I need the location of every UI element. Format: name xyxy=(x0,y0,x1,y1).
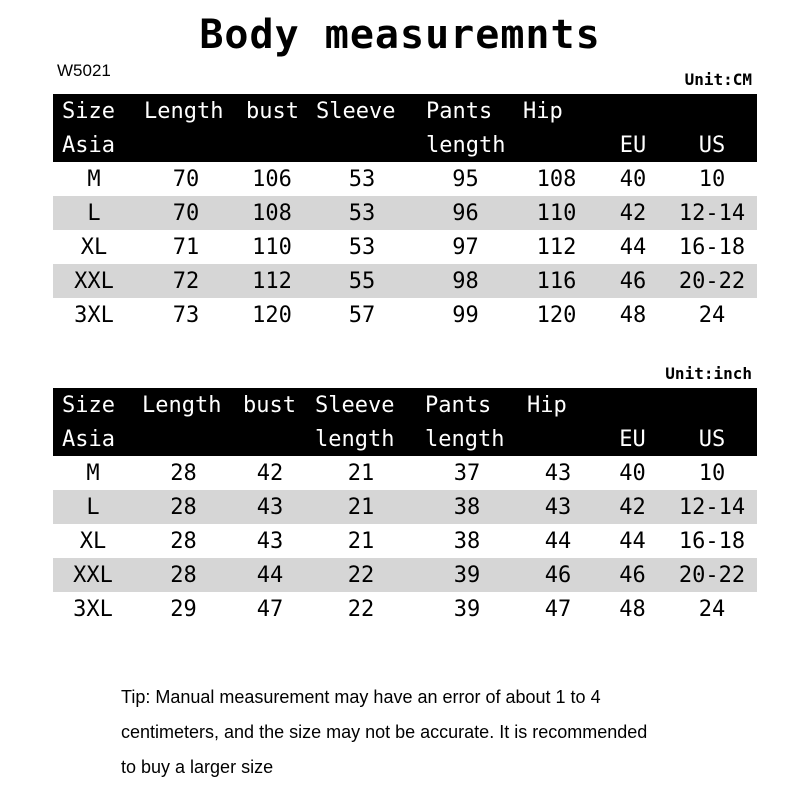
table-cell: L xyxy=(86,494,100,520)
header-cell xyxy=(133,422,234,456)
table-cell: 108 xyxy=(252,200,292,226)
table-cell: 72 xyxy=(172,268,200,294)
table-cell: 42 xyxy=(256,460,284,486)
header-cell: bust xyxy=(243,392,296,418)
measurement-tip xyxy=(121,680,741,785)
table-cell: XXL xyxy=(73,562,113,588)
header-cell xyxy=(599,94,667,128)
table-cell: 48 xyxy=(619,596,646,622)
table-row xyxy=(53,264,757,298)
unit-label-inch: Unit:inch xyxy=(665,364,752,383)
table-cell: 21 xyxy=(347,528,375,554)
header-cell: length xyxy=(425,426,505,452)
table-cell: 10 xyxy=(698,460,726,486)
table-cell: 110 xyxy=(536,200,577,226)
table-cell: L xyxy=(87,200,101,226)
table-cell: 40 xyxy=(619,166,647,192)
table-cell: 71 xyxy=(172,234,200,260)
table-row xyxy=(53,524,757,558)
header-cell xyxy=(598,388,667,422)
table-cell: 112 xyxy=(252,268,292,294)
header-cell: Length xyxy=(144,98,224,124)
table-row xyxy=(53,558,757,592)
table-cell: 39 xyxy=(453,562,481,588)
product-code: W5021 xyxy=(57,61,111,80)
table-cell: 10 xyxy=(698,166,726,192)
table-row xyxy=(53,230,757,264)
table-cell: 28 xyxy=(170,528,197,554)
table-cell: 112 xyxy=(536,234,577,260)
header-cell: Asia xyxy=(62,132,115,158)
table-cell: 116 xyxy=(536,268,577,294)
tip-line: to buy a larger size xyxy=(121,757,274,777)
header-cell: US xyxy=(698,132,726,158)
table-cell: 46 xyxy=(619,268,647,294)
table-cell: M xyxy=(87,166,101,192)
header-cell: length xyxy=(315,426,395,452)
table-row xyxy=(53,490,757,524)
table-cell: 44 xyxy=(544,528,572,554)
table-cell: 24 xyxy=(698,302,726,328)
header-cell: length xyxy=(426,132,506,158)
table-cell: 28 xyxy=(170,562,197,588)
table-cell: 37 xyxy=(453,460,481,486)
table-cell: XXL xyxy=(74,268,114,294)
header-cell: Asia xyxy=(62,426,115,452)
table-cell: 53 xyxy=(348,234,376,260)
header-cell: EU xyxy=(619,132,647,158)
table-cell: 16-18 xyxy=(678,234,746,260)
table-cell: 70 xyxy=(172,166,200,192)
table-cell: 43 xyxy=(544,494,572,520)
table-cell: 44 xyxy=(256,562,284,588)
tip-line: Tip: Manual measurement may have an error of about 1 to 4 xyxy=(121,687,601,707)
table-row xyxy=(53,592,757,626)
header-cell: Pants xyxy=(426,98,493,124)
table-cell: 39 xyxy=(453,596,481,622)
size-table-inch xyxy=(53,388,757,626)
table-cell: 40 xyxy=(619,460,646,486)
header-cell xyxy=(237,128,307,162)
table-cell: 38 xyxy=(453,494,481,520)
table-cell: 96 xyxy=(452,200,479,226)
table-cell: 120 xyxy=(536,302,577,328)
table-cell: 43 xyxy=(544,460,572,486)
header-cell: US xyxy=(698,426,726,452)
header-cell: bust xyxy=(246,98,299,124)
table-cell: 21 xyxy=(347,494,375,520)
table-cell: 38 xyxy=(453,528,481,554)
table-cell: 28 xyxy=(170,460,197,486)
table-cell: 24 xyxy=(698,596,726,622)
header-cell: Sleeve xyxy=(315,392,395,418)
header-cell: Pants xyxy=(425,392,492,418)
table-cell: 20-22 xyxy=(678,268,746,294)
header-cell xyxy=(234,422,306,456)
table-cell: 73 xyxy=(172,302,200,328)
header-cell xyxy=(518,422,598,456)
table-cell: 44 xyxy=(619,234,647,260)
table-cell: XL xyxy=(79,528,107,554)
table-cell: 70 xyxy=(172,200,200,226)
header-cell: Sleeve xyxy=(316,98,396,124)
table-cell: 55 xyxy=(348,268,376,294)
table-cell: 120 xyxy=(252,302,292,328)
table-cell: 29 xyxy=(170,596,197,622)
table-cell: 43 xyxy=(256,528,284,554)
table-cell: 21 xyxy=(347,460,375,486)
table-header-row xyxy=(53,128,757,162)
table-cell: 12-14 xyxy=(678,494,746,520)
table-cell: 3XL xyxy=(74,302,114,328)
table-cell: 99 xyxy=(452,302,479,328)
tip-line: centimeters, and the size may not be accurate. It is recommended xyxy=(121,722,648,742)
table-cell: 16-18 xyxy=(678,528,746,554)
table-cell: 3XL xyxy=(73,596,113,622)
table-row xyxy=(53,298,757,332)
page-title: Body measuremnts xyxy=(199,12,601,58)
table-cell: 43 xyxy=(256,494,284,520)
header-cell: Size xyxy=(62,392,115,418)
header-cell: Length xyxy=(142,392,222,418)
table-cell: 22 xyxy=(347,596,375,622)
table-cell: 110 xyxy=(252,234,292,260)
table-row xyxy=(53,162,757,196)
header-cell xyxy=(667,94,757,128)
table-header-row xyxy=(53,388,757,422)
table-cell: XL xyxy=(80,234,108,260)
header-cell xyxy=(307,128,417,162)
table-cell: 97 xyxy=(452,234,479,260)
table-cell: 46 xyxy=(619,562,646,588)
table-cell: 47 xyxy=(544,596,572,622)
table-cell: 42 xyxy=(619,494,646,520)
header-cell xyxy=(667,388,757,422)
header-cell: Hip xyxy=(527,392,567,418)
table-cell: 95 xyxy=(452,166,479,192)
table-cell: M xyxy=(86,460,100,486)
table-cell: 53 xyxy=(348,200,376,226)
table-cell: 108 xyxy=(536,166,577,192)
table-cell: 46 xyxy=(544,562,572,588)
table-cell: 48 xyxy=(619,302,647,328)
table-header-row xyxy=(53,422,757,456)
table-cell: 28 xyxy=(170,494,197,520)
size-table-cm xyxy=(53,94,757,332)
header-cell: Size xyxy=(62,98,115,124)
table-header-row xyxy=(53,94,757,128)
table-cell: 42 xyxy=(619,200,647,226)
table-cell: 47 xyxy=(256,596,284,622)
table-cell: 57 xyxy=(348,302,376,328)
table-row xyxy=(53,196,757,230)
table-cell: 20-22 xyxy=(678,562,746,588)
header-cell xyxy=(135,128,237,162)
table-row xyxy=(53,456,757,490)
header-cell: Hip xyxy=(523,98,563,124)
unit-label-cm: Unit:CM xyxy=(684,70,752,89)
table-cell: 53 xyxy=(348,166,376,192)
table-cell: 12-14 xyxy=(678,200,746,226)
table-cell: 22 xyxy=(347,562,375,588)
header-cell xyxy=(514,128,599,162)
table-cell: 98 xyxy=(452,268,479,294)
header-cell: EU xyxy=(619,426,646,452)
table-cell: 44 xyxy=(619,528,646,554)
table-cell: 106 xyxy=(252,166,292,192)
